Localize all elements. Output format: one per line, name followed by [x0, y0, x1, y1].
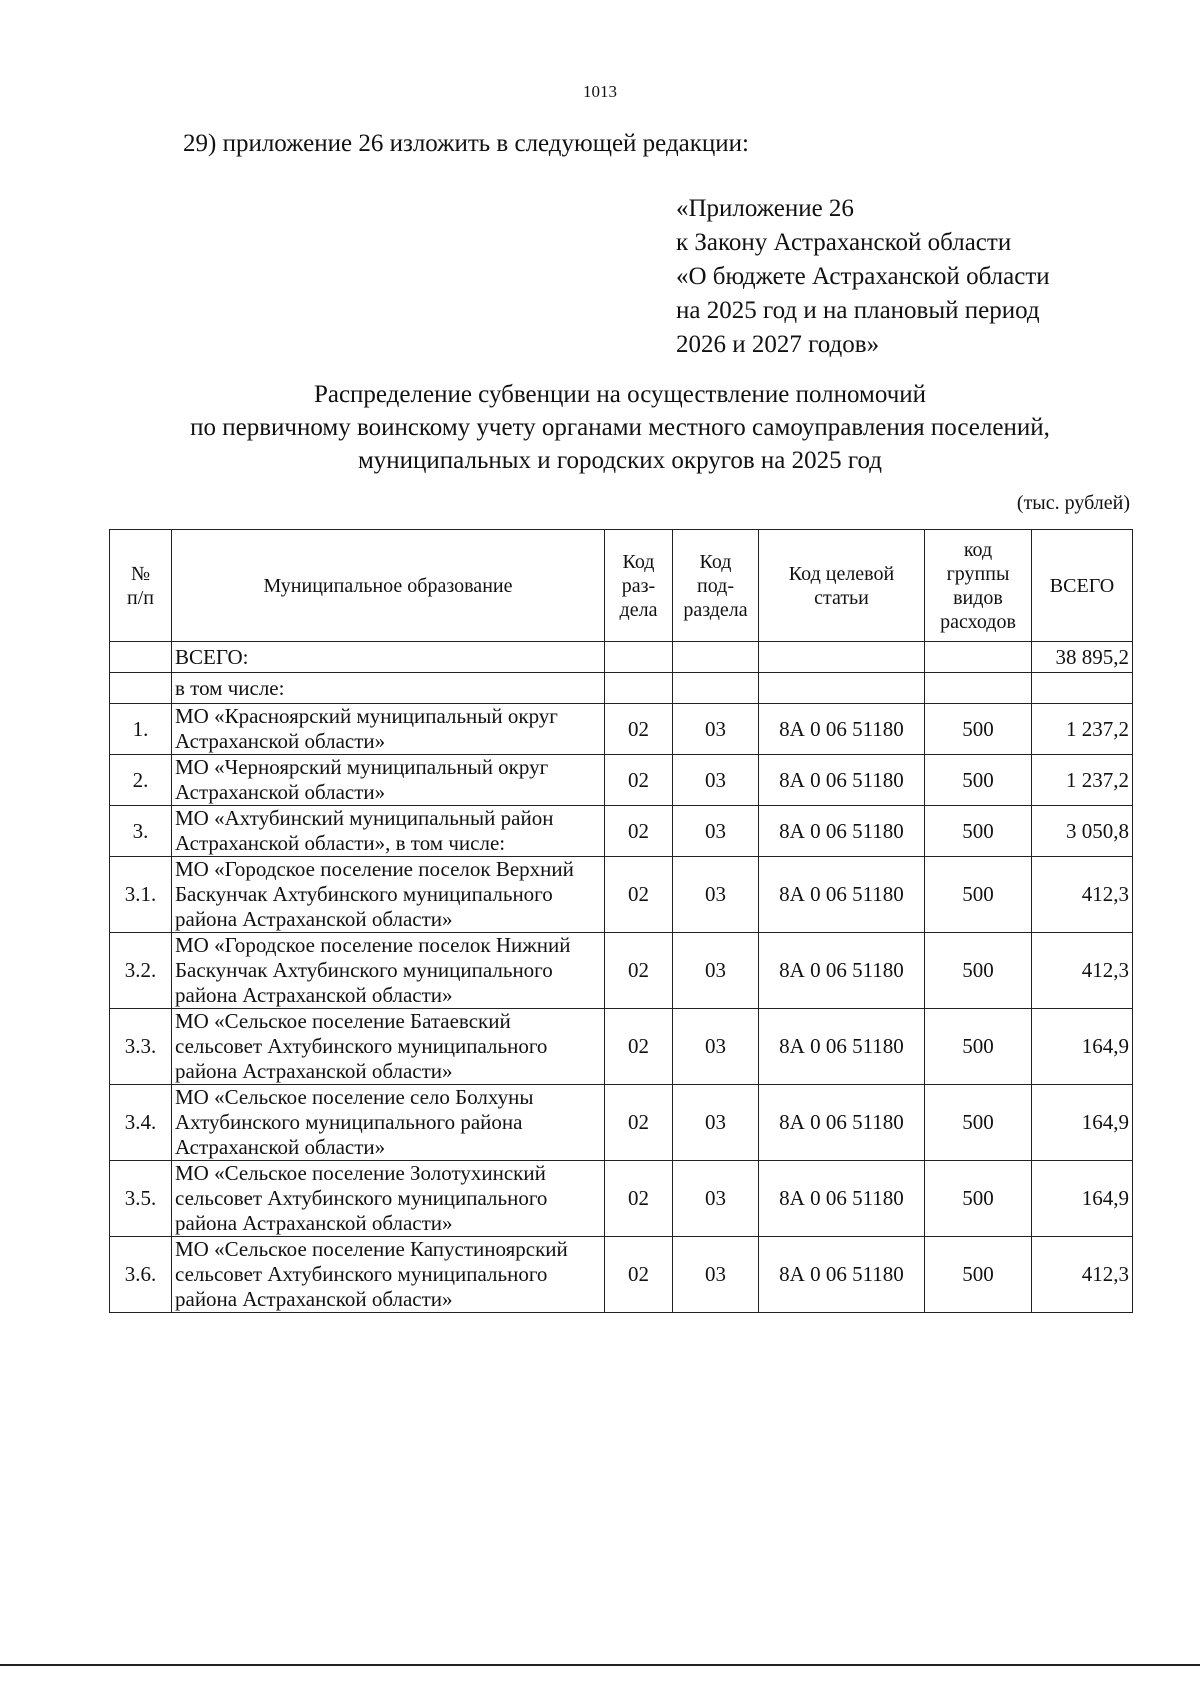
cell-section-code: 02: [605, 933, 673, 1009]
header-line: Код: [622, 550, 655, 573]
appendix-line: на 2025 год и на плановый период: [676, 297, 1040, 324]
page-bottom-rule: [0, 1664, 1200, 1666]
cell-total: 412,3: [1032, 857, 1133, 933]
cell-number: 3.6.: [110, 1237, 172, 1313]
title-line: Распределение субвенции на осуществление полномочий: [313, 381, 927, 408]
cell-municipality: ВСЕГО:: [172, 642, 605, 673]
cell-section-code: 02: [605, 755, 673, 806]
appendix-line: «Приложение 26: [676, 195, 854, 222]
cell-total: 164,9: [1032, 1161, 1133, 1237]
header-line: п/п: [127, 586, 154, 609]
cell-expense-group-code: 500: [925, 1009, 1032, 1085]
cell-number: [110, 673, 172, 704]
cell-total: 1 237,2: [1032, 704, 1133, 755]
cell-subsection-code: 03: [673, 1237, 759, 1313]
cell-target-code: 8А 0 06 51180: [759, 1161, 925, 1237]
cell-subsection-code: 03: [673, 1161, 759, 1237]
header-line: группы: [946, 562, 1010, 585]
cell-target-code: 8А 0 06 51180: [759, 857, 925, 933]
table-row: [110, 673, 1133, 704]
cell-number: 3.3.: [110, 1009, 172, 1085]
cell-subsection-code: [673, 642, 759, 673]
table-row: [110, 806, 1133, 857]
header-line: статьи: [814, 586, 869, 609]
cell-municipality: МО «Сельское поселение Батаевский сельсовет Ахтубинского муниципального района Астраханской области»: [172, 1009, 605, 1085]
appendix-line: к Закону Астраханской области: [676, 229, 1012, 256]
cell-total: 164,9: [1032, 1085, 1133, 1161]
cell-section-code: 02: [605, 806, 673, 857]
header-line: ВСЕГО: [1049, 574, 1115, 597]
cell-total: 412,3: [1032, 1237, 1133, 1313]
cell-section-code: [605, 673, 673, 704]
header-line: №: [130, 562, 151, 585]
header-line: код: [963, 538, 993, 561]
cell-section-code: 02: [605, 1009, 673, 1085]
document-title: [0, 378, 1200, 477]
units-note: (тыс. рублей): [1016, 492, 1130, 514]
table-body: [110, 642, 1133, 1313]
cell-expense-group-code: 500: [925, 1237, 1032, 1313]
cell-subsection-code: 03: [673, 806, 759, 857]
appendix-line: «О бюджете Астраханской области: [676, 263, 1050, 290]
cell-expense-group-code: 500: [925, 704, 1032, 755]
cell-expense-group-code: [925, 673, 1032, 704]
cell-municipality: МО «Сельское поселение Капустиноярский сельсовет Ахтубинского муниципального района Астраханской области»: [172, 1237, 605, 1313]
table-row: [110, 755, 1133, 806]
cell-expense-group-code: 500: [925, 755, 1032, 806]
cell-total: [1032, 673, 1133, 704]
cell-municipality: МО «Городское поселение поселок Нижний Баскунчак Ахтубинского муниципального района Астраханской области»: [172, 933, 605, 1009]
header-line: видов: [953, 586, 1003, 609]
cell-expense-group-code: [925, 642, 1032, 673]
table-row: [110, 704, 1133, 755]
cell-target-code: 8А 0 06 51180: [759, 704, 925, 755]
cell-expense-group-code: 500: [925, 1085, 1032, 1161]
table-row: [110, 1009, 1133, 1085]
cell-expense-group-code: 500: [925, 857, 1032, 933]
header-line: Муниципальное образование: [263, 574, 513, 597]
cell-number: [110, 642, 172, 673]
intro-paragraph: 29) приложение 26 изложить в следующей редакции:: [183, 130, 749, 157]
cell-subsection-code: 03: [673, 1085, 759, 1161]
cell-number: 3.5.: [110, 1161, 172, 1237]
appendix-reference: [676, 192, 1050, 362]
table-row: [110, 1237, 1133, 1313]
table-row: [110, 1161, 1133, 1237]
header-line: под-: [697, 574, 734, 597]
subvention-table: [109, 529, 1133, 1313]
cell-municipality: МО «Городское поселение поселок Верхний Баскунчак Ахтубинского муниципального района Астраханской области»: [172, 857, 605, 933]
cell-municipality: МО «Красноярский муниципальный округ Астраханской области»: [172, 704, 605, 755]
page-number: 1013: [583, 82, 617, 101]
header-target-code: [759, 530, 925, 642]
cell-municipality: в том числе:: [172, 673, 605, 704]
header-number: [110, 530, 172, 642]
cell-subsection-code: 03: [673, 755, 759, 806]
header-line: Код: [699, 550, 732, 573]
cell-target-code: 8А 0 06 51180: [759, 1237, 925, 1313]
cell-target-code: [759, 673, 925, 704]
cell-total: 412,3: [1032, 933, 1133, 1009]
cell-subsection-code: 03: [673, 1009, 759, 1085]
table-row: [110, 1085, 1133, 1161]
cell-target-code: 8А 0 06 51180: [759, 1009, 925, 1085]
header-expense-group-code: [925, 530, 1032, 642]
cell-total: 38 895,2: [1032, 642, 1133, 673]
cell-expense-group-code: 500: [925, 933, 1032, 1009]
cell-section-code: 02: [605, 704, 673, 755]
cell-subsection-code: 03: [673, 857, 759, 933]
cell-expense-group-code: 500: [925, 806, 1032, 857]
cell-section-code: 02: [605, 857, 673, 933]
table-header-row: [110, 530, 1133, 642]
header-subsection-code: [673, 530, 759, 642]
cell-target-code: 8А 0 06 51180: [759, 1085, 925, 1161]
cell-section-code: 02: [605, 1237, 673, 1313]
title-line: муниципальных и городских округов на 2025 год: [357, 447, 883, 474]
cell-section-code: 02: [605, 1085, 673, 1161]
cell-section-code: [605, 642, 673, 673]
header-line: Код целевой: [788, 562, 895, 585]
header-line: расходов: [940, 610, 1016, 633]
cell-total: 164,9: [1032, 1009, 1133, 1085]
cell-target-code: 8А 0 06 51180: [759, 755, 925, 806]
cell-expense-group-code: 500: [925, 1161, 1032, 1237]
header-line: дела: [619, 598, 658, 621]
table-row: [110, 642, 1133, 673]
cell-subsection-code: 03: [673, 933, 759, 1009]
header-total: [1032, 530, 1133, 642]
header-section-code: [605, 530, 673, 642]
cell-total: 3 050,8: [1032, 806, 1133, 857]
cell-target-code: [759, 642, 925, 673]
cell-municipality: МО «Сельское поселение Золотухинский сельсовет Ахтубинского муниципального района Астраханской области»: [172, 1161, 605, 1237]
cell-municipality: МО «Черноярский муниципальный округ Астраханской области»: [172, 755, 605, 806]
cell-municipality: МО «Ахтубинский муниципальный район Астраханской области», в том числе:: [172, 806, 605, 857]
table-row: [110, 933, 1133, 1009]
cell-number: 3.4.: [110, 1085, 172, 1161]
table-row: [110, 857, 1133, 933]
cell-number: 1.: [110, 704, 172, 755]
cell-target-code: 8А 0 06 51180: [759, 933, 925, 1009]
cell-number: 3.1.: [110, 857, 172, 933]
header-municipality: [172, 530, 605, 642]
cell-total: 1 237,2: [1032, 755, 1133, 806]
cell-subsection-code: [673, 673, 759, 704]
cell-municipality: МО «Сельское поселение село Болхуны Ахтубинского муниципального района Астраханской области»: [172, 1085, 605, 1161]
header-line: раз-: [621, 574, 656, 597]
cell-target-code: 8А 0 06 51180: [759, 806, 925, 857]
appendix-line: 2026 и 2027 годов»: [676, 331, 880, 358]
cell-number: 3.: [110, 806, 172, 857]
cell-section-code: 02: [605, 1161, 673, 1237]
cell-number: 2.: [110, 755, 172, 806]
cell-subsection-code: 03: [673, 704, 759, 755]
header-line: раздела: [683, 598, 748, 621]
title-line: по первичному воинскому учету органами местного самоуправления поселений,: [190, 414, 1050, 441]
cell-number: 3.2.: [110, 933, 172, 1009]
